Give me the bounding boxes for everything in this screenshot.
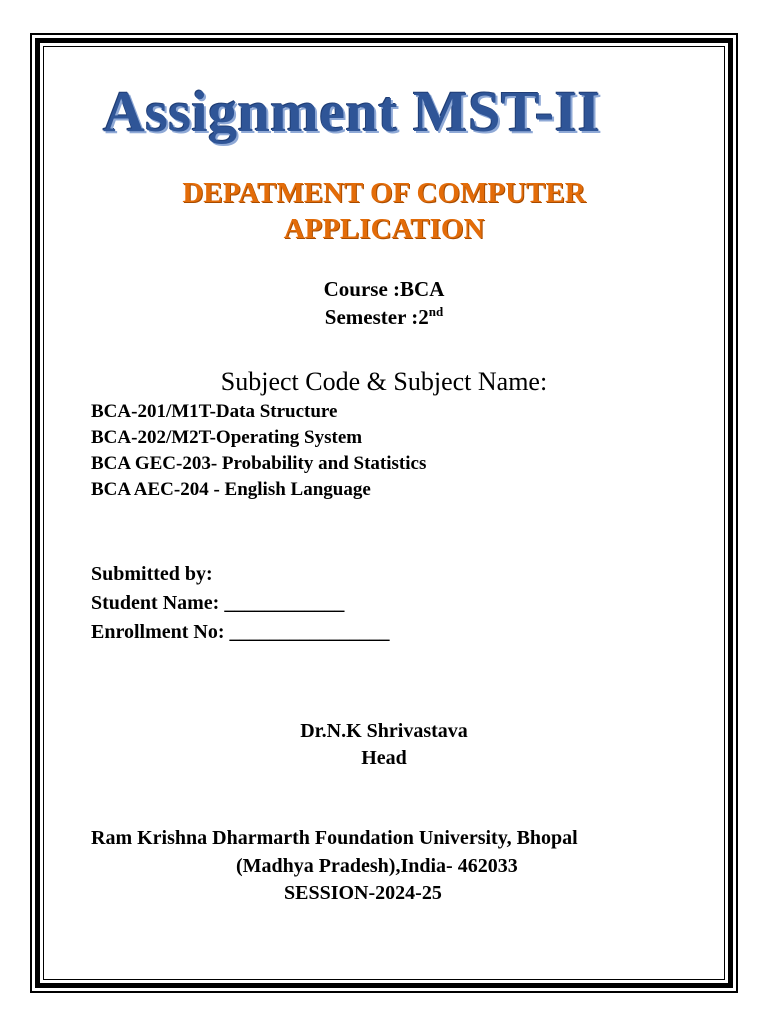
- submission-block: [91, 560, 390, 647]
- session-label: SESSION-2024-25: [284, 882, 442, 904]
- semester-suffix: nd: [428, 304, 444, 319]
- enrollment-no-field: Enrollment No: ________________: [91, 621, 390, 643]
- department-line-2: APPLICATION: [283, 213, 485, 245]
- signatory-title: Head: [361, 747, 407, 769]
- subject-item: BCA GEC-203- Probability and Statistics: [91, 453, 427, 474]
- subject-heading: Subject Code & Subject Name:: [220, 367, 548, 396]
- university-name: Ram Krishna Dharmarth Foundation University, Bhopal: [91, 827, 578, 849]
- document-title: Assignment MST-II: [103, 79, 601, 144]
- semester-text: Semester :2: [324, 305, 429, 329]
- subject-item: BCA AEC-204 - English Language: [91, 479, 371, 500]
- university-location: (Madhya Pradesh),India- 462033: [236, 855, 518, 877]
- semester-label: [90, 304, 678, 330]
- department-line-1: DEPATMENT OF COMPUTER: [182, 177, 586, 209]
- submitted-by-label: Submitted by:: [91, 563, 213, 585]
- subject-item: BCA-201/M1T-Data Structure: [91, 401, 338, 422]
- student-name-field: Student Name: ____________: [91, 592, 345, 614]
- course-label: Course :BCA: [323, 277, 445, 301]
- subject-item: BCA-202/M2T-Operating System: [91, 427, 363, 448]
- subject-list: [91, 399, 426, 503]
- signatory-name: Dr.N.K Shrivastava: [300, 720, 468, 742]
